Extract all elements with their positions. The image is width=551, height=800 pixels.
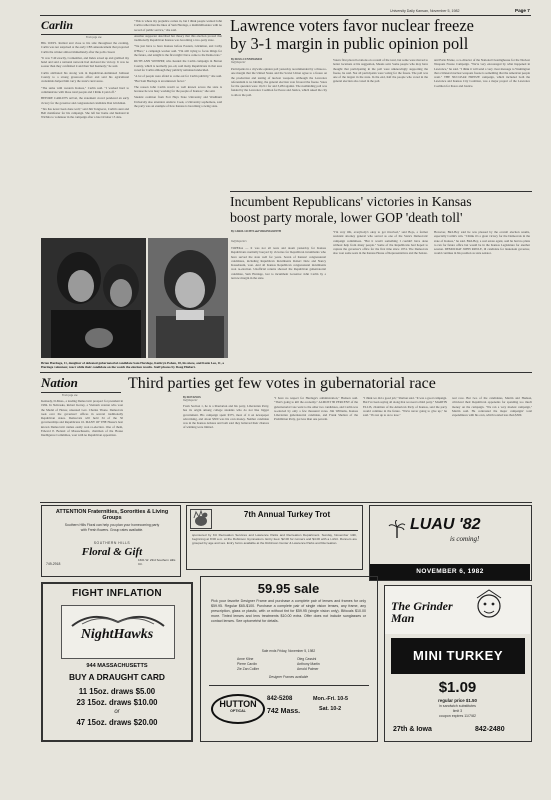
frame-brand: Zie Zan Collier — [237, 666, 260, 671]
ad-turkey-trot[interactable] — [186, 505, 363, 570]
carlin-paragraph: Carlin attributed his strong win in Republican-dominated Johnson County to a strong grassroots effort and said his agricultural credentials helped him carry the state's rural areas. — [41, 70, 129, 84]
nation-text: Kennedy, D-Mass., a leading Democratic prospect for president in 1984. In Nebraska, Robert Kerrey, a Vietnam veteran who won the Medal of Honor, unseated Gov. Charles Thone. Democrats took over the governors' offices in several traditionally Republican states. Democrats will hold 34 of the 50 governorships and Republicans 16. MANY OF THE House's best known Democratic names easily won re-election. One of them, Edward P. Boland of Massachusetts, chairman of the House Intelligence Committee, won with no Republican opposition. — [41, 399, 123, 438]
carlin-paragraph: "A lot of people were afraid to come out for Carlin publicly," she said. "But Sam Hardage is an unknown factor." — [134, 74, 222, 83]
ad-nighthawks-title: FIGHT INFLATION — [72, 588, 162, 599]
ad-floral-phone: 749-2918 — [46, 562, 61, 566]
third-parties-staff: Staff Reporter — [183, 399, 198, 402]
ad-nighthawks-logo: NightHawks — [80, 627, 154, 642]
nation-continued: From page one — [62, 394, 78, 397]
ad-nighthawks-or: or — [114, 709, 120, 715]
frame-brand: Anthony Martin — [297, 661, 320, 666]
ad-floral-brand-top: SOUTHERN HILLS — [93, 541, 131, 545]
nuclear-rule — [230, 191, 532, 192]
photo-caption: Brian Hardage, 11, daughter of defeated gubernatorial candidate Sam Hardage, Kathryn Pohen, 18, his niece, and Katie Lee, 11, a Hardage volunteer, react while their candidate on the watch the election results. Staff photos by Doug Hiebert. — [41, 361, 225, 370]
carlin-paragraph: "This is where my prejudice comes in, but I think people wanted John Carlin rather than the likes of Sam Hardage, a multimillionaire with no record of public service," she said. — [134, 19, 222, 32]
ad-hutton-price: 59.95 sale — [257, 581, 320, 596]
ad-luau-date: NOVEMBER 6, 1982 — [416, 568, 484, 575]
ad-hutton-optical[interactable] — [200, 576, 378, 742]
third-parties-column-1: From Section 1, he is a libertarian and his party, Libertarian Party, has its origin among college students who do not like bigger government. His campaign spent $375, most of it on newspaper advertising, and about $300 was his own money. Neither candidate was in the Kansas debates and both said they believed their chances of winning were limited. — [183, 404, 269, 430]
ad-floral-title: ATTENTION Fraternities, Sororities & Living Groups — [55, 509, 169, 522]
news-photo-right-image — [148, 238, 228, 358]
grinder-logo-area — [385, 586, 530, 634]
ad-grinder-street: 27th & Iowa — [393, 726, 432, 733]
page-number: Page 7 — [515, 8, 530, 13]
ad-grinder-coupon: coupon expires 11/7/82 — [438, 714, 477, 718]
nuclear-headline-line-2: by 3-1 margin in public opinion poll — [230, 34, 469, 53]
third-parties-headline: Third parties get few votes in gubernatorial race — [128, 375, 436, 392]
ad-hutton-footer — [209, 685, 369, 738]
news-photo-left — [41, 238, 146, 358]
ad-nighthawks[interactable] — [41, 582, 193, 742]
nation-rule — [41, 392, 121, 393]
ad-hutton-names-left — [237, 657, 287, 671]
frame-brand: Oleg Cassini — [297, 657, 317, 661]
incumbent-column-2: "I'm very OK, everybody's okay to get involved," said Bojo, a former assistant attorney general who served as one of the State's Democratic campaign committees. "But it wasn't something I couldn't have done without help from many people." Some of the Republicans had hoped to capture the governor's office for the first time since 1974. The Democrats also won some seats in the Kansas House of Representatives and the Senate. — [333, 230, 428, 256]
ad-turkey-rule — [190, 530, 358, 531]
ads-rule — [40, 502, 532, 503]
ad-nighthawks-deal-3: 47 15oz. draws $20.00 — [76, 718, 158, 727]
turkey-glyph-icon — [191, 510, 211, 528]
frame-brand: Pierre Cardin — [237, 661, 257, 666]
third-parties-column-2: "I have no respect for Hardage's administration," Hudson said. "That's going to kill the economy." ALMOST 80 PERCENT of the gubernatorial vote went to the other two candidates, and Carlin was re-elected by only a few thousand votes. Jim Williams, Kansas Libertarian gubernatorial candidate, and Frank Shelton of the Prohibition Party, got less than one percent. — [274, 396, 358, 422]
incumbent-headline-line-2: boost party morale, lower GOP 'death toll' — [230, 210, 463, 225]
incumbent-column-3: However, Bird-Hey said he was pleased by the overall election results, especially Carlin's win. "I think it's a great victory for the Democrats in the state of Kansas," he said. Bird-Hey, a real estate agent, said he had no plans to run for future office but would be in the Kansas Legislature for another session. DEMOCRAT JOHN PAWLE, ill candidate for lieutenant governor, would continue in his position as state senator. — [434, 230, 530, 256]
ad-hutton-sub: OPTICAL — [230, 709, 246, 713]
carlin-paragraph: "We just have to have Kansas before Eastern, Glickman, and Cathy O'Hara," a campaign worker said. "I'm still trying to focus things for the future, and tonight is the first night I have come to the Democrats." — [134, 44, 222, 58]
third-parties-column-4: real race. But two of the candidates, Martin and Hudson, criticized their Republican opponents for spending too much money on the campaign. "We ran a very modest campaign," Martin said. He contrasted the major campaigns' total expenditures with his own, which totaled less than $500. — [452, 396, 532, 418]
ad-nighthawks-deal-1: 11 15oz. draws $5.00 — [78, 687, 156, 696]
incumbent-column-1: TOPEKA — It was not all tears and doom yesterday for Kansas Republicans normally buoyed by victories for Republican incumbents who have served the state well for years. Seven of Kansas' congressional candidates, including Republican Incumbents Robert Dole and Nancy Kassebaum, won. And all Kansas Republican congressional incumbents won re-election. Unofficial returns showed the Republican gubernatorial candidate, Sam Hardage, lost to incumbent Governor John Carlin by a narrow margin in the state. — [231, 246, 326, 281]
carlin-paragraph: BEFORE CARLIN'S arrival, the statement crowd pondered an early victory for the governor and congressional candidate Dan Glickman. — [41, 96, 129, 105]
ad-luau-title: LUAU '82 — [410, 516, 481, 533]
frame-brand: Arnold Palmer — [297, 666, 319, 671]
third-parties-byline: By DON KNOX — [183, 396, 201, 399]
ad-floral-line-2: with Fresh flowers. Group rates available. — [80, 528, 144, 532]
ad-hutton-hours-2: Sat. 10-2 — [319, 706, 342, 712]
ad-hutton-hours-1: Mon.-Fri. 10-5 — [313, 696, 349, 702]
ad-hutton-logo: HUTTON — [219, 699, 257, 709]
news-photo-left-image — [41, 238, 146, 358]
carlin-paragraph: BIG WAYS. Rattled and close to his side throughout the evening, Carlin was not surprised at the early CBS announcement that projected Carlin the winner almost immediately after the polls closed. — [41, 41, 129, 54]
ad-luau-subtitle: is coming! — [450, 535, 480, 543]
carlin-section-label: Carlin — [41, 18, 74, 32]
ad-grinder-phone: 842-2480 — [475, 726, 505, 733]
masthead-date: University Daily Kansan, November 5, 1982 — [390, 9, 460, 13]
incumbent-staff: Staff Reporters — [231, 240, 247, 243]
ad-grinder-price: $1.09 — [438, 679, 477, 696]
nation-section-label: Nation — [41, 375, 78, 390]
ad-floral-address: 1601 W. 23rd Southern Hills Ctr. — [138, 558, 176, 566]
palm-tree-icon — [388, 520, 406, 538]
turkey-logo-icon — [190, 509, 212, 529]
carlin-paragraph: Another supporter described her theory that this election proved that traditionally Republican Kansas was becoming a two-party state. — [134, 33, 222, 43]
ad-hutton-text: Pick your favorite Designer Frame and purchase a complete pair of lenses and frames for only $59.95. Regular $65-$100. Purchase a complete pair of single vision lenses, any frame, any prescription, glass or plastic, with or without tint for $59.95 (single vision only). Bifocals $10.00 more. Tinted lenses and lens treatments $10.00 extra. Offer does not include sunglasses or contact lenses. See optometrist for details. — [211, 599, 366, 623]
ad-floral-line-1: Southern Hills Floral can help you plan your homecoming party — [64, 523, 160, 527]
carlin-paragraph: The reason John Carlin wasn't so well known across the state is because he was busy working for the people of Kansas," she said. — [134, 84, 222, 94]
carlin-paragraph: RUTH ANN WINSHIP, who headed the Carlin campaign in Barton County, which is normally pro-oil, said many Republicans in that area voted for Carlin although they publicly remained undecided. — [134, 59, 222, 72]
carlin-continued: From page one — [86, 36, 102, 39]
nuclear-headline-line-1: Lawrence voters favor nuclear freeze — [230, 16, 474, 35]
ad-grinder-headline-bar — [391, 638, 525, 674]
ad-grinder-regular: regular price $1.50 — [438, 698, 477, 703]
ad-hutton-note: Designer Frames available — [268, 675, 309, 679]
incumbent-byline: By CAROL LICHTI and VIRGINIA KEITH — [231, 230, 281, 233]
ad-southern-hills-floral[interactable] — [41, 505, 181, 577]
hutton-logo-oval — [211, 694, 265, 724]
ad-turkey-title: 7th Annual Turkey Trot — [243, 510, 331, 519]
carlin-paragraph: "Tax has never been done well," said Jim Tongrecot, Carlin's aunt and Bell manifester for his campaign. She left her home and husband in Wichita to volunteer in the campaign after a late October 15 date. — [41, 106, 129, 120]
section-rule — [40, 372, 532, 373]
ad-grinder-headline: MINI TURKEY — [413, 648, 503, 663]
carlin-column-1 — [41, 41, 129, 233]
ad-grinder-note-2: limit 3 — [452, 709, 463, 713]
carlin-paragraph: Student coalition from Fort Hays State University and Washburn University also attended. Andrew Cook, a University sophomore, said the party was an example of how Kansas is becoming a swing state. — [134, 95, 222, 109]
ad-nighthawks-deal-2: 23 15oz. draws $10.00 — [76, 698, 158, 707]
ad-hutton-names-right — [297, 657, 347, 671]
third-parties-column-3: "I think we did a good job," Shelton said. "It was a good campaign. But I've been saying all along that we need a third party." MARTIN ELLIS, chairman of the American Party of Kansas, said the party would continue in the future. "We're never going to give up," he said. "It's not up to us to lose." — [363, 396, 447, 418]
ad-grinder-man[interactable] — [384, 585, 532, 742]
nuclear-byline: By DOUG CUNNINGHAM — [231, 58, 262, 61]
ad-nighthawks-offer: BUY A DRAUGHT CARD — [68, 672, 165, 682]
nuclear-staff: Staff Reporter — [231, 61, 246, 64]
nuclear-column-1: Participants in a citywide opinion poll yesterday recommended by a three-to-one margin that the United States and the Soviet Union agree to a freeze on the production and testing of nuclear weapons. Although the Lawrence referendum is no binding, the general election vote favored the freeze. Votes for the question were 10,211 for and 3,284 against. The nonbinding poll was funded by the Lawrence Coalition for Peace and Justice, which asked the city to allow the poll. — [231, 67, 327, 97]
nighthawks-logo-box — [61, 605, 175, 659]
ad-nighthawks-address: 944 MASSACHUSETTS — [86, 663, 148, 669]
carlin-paragraph: "The same with western Kansas," Carlin said. "I worked hard to communicate with those rural people and I think it paid off." — [41, 85, 129, 94]
carlin-paragraph: "It was 7:40 exactly, I remember, and Index saved up and grabbed my hand and said a national network had declared me victory. It was no sooner than they confirmed it and then Ted Kennedy," he said. — [41, 55, 129, 69]
carlin-column-2 — [134, 19, 222, 233]
nuclear-column-3: and Earle Frieke, a co-director of the National Clearinghouse for the Nuclear Weapons Freeze Campaign. "We're very encouraged by what happened in Lawrence," he said. "I think it will send a very clear message to Washington that a bilateral nuclear weapons freeze is something that the American people want." THE NUCLEAR FREEZE campaign, which included both the Lawrence and Kansas City Coalition, was a major project of the Lawrence Coalition for Peace and Justice. — [434, 58, 530, 88]
ad-turkey-text: sponsored by KU Recreation Services and Lawrence Parks and Recreation Department. Sunday, November 14th, beginning at 8:00 a.m. at the Robinson Gymnasium. Entry fees: $2.00 for runners and $4.00 with a t-shirt. Runners are grouped by age and sex. Entry forms available at the Robinson Center & Lawrence Parks and Recreation. — [192, 533, 357, 545]
ad-floral-brand: Floral & Gift — [81, 546, 143, 558]
nuclear-column-2: Voters first placed locations on a result of the total, but some were moved to better locations at his suggestion, Means said. Some people who may have thought that participating in the poll were unknowingly supporting the freeze, he said. Not all participants were voting for the freeze. The poll was one of the largest in the state. In the end, half the people who voted in the general election also voted in the poll. — [333, 58, 428, 84]
incumbent-headline-line-1: Incumbent Republicans' victories in Kansas — [230, 194, 472, 209]
ad-luau[interactable] — [369, 505, 532, 581]
ad-hutton-phone: 842-5208 — [267, 696, 293, 702]
ad-grinder-note-1: in sandwich substitutes — [439, 704, 476, 708]
frame-brand: Anne Kline — [237, 657, 254, 661]
ad-hutton-street: 742 Mass. — [267, 708, 301, 715]
ad-hutton-valid: Sale ends Friday, November 5, 1982 — [261, 649, 316, 653]
news-photo-right — [148, 238, 228, 358]
ad-luau-date-bar — [370, 564, 530, 580]
ad-grinder-logo: The Grinder Man — [391, 599, 453, 625]
